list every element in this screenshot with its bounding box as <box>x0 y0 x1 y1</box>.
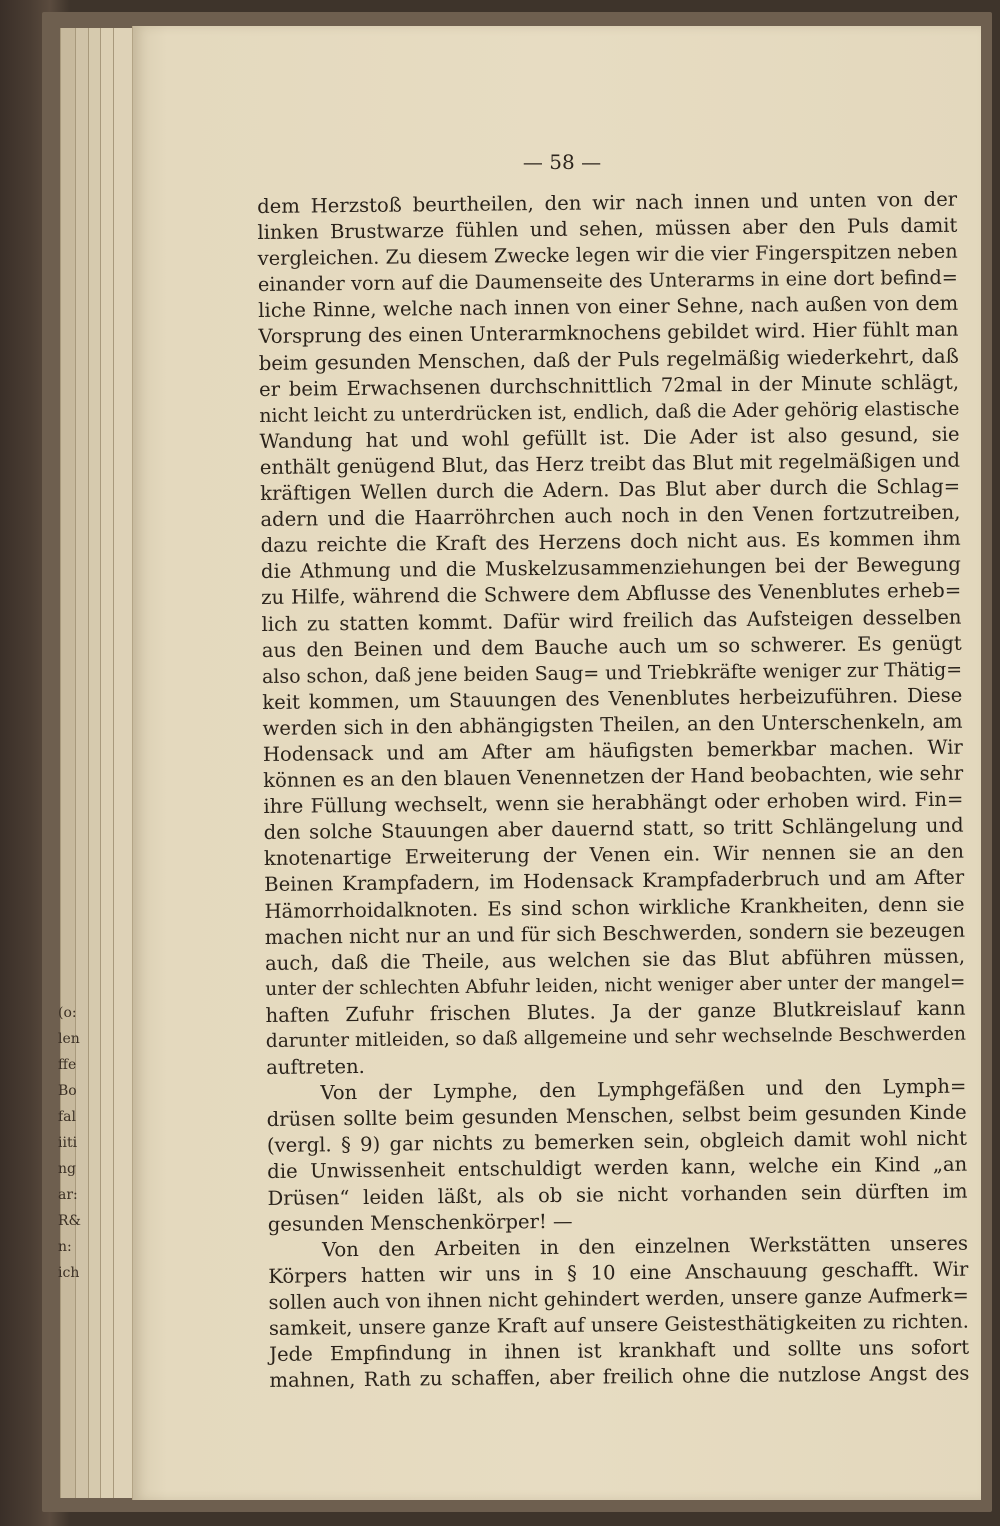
page-number: — 58 — <box>522 150 602 174</box>
text-line: mahnen, Rath zu schaffen, aber freilich ohne die nutzlose Angst des <box>269 1361 970 1393</box>
text-line: sollen auch von ihnen nicht gehindert werden, unsere ganze Aufmerk= <box>268 1283 969 1314</box>
text-line: machen nicht nur an und für sich Beschwerden, sondern sie bezeugen <box>264 918 966 949</box>
text-line: Hodensack und am After am häufigsten bemerkbar machen. Wir <box>262 735 963 766</box>
text-line: linken Brustwarze fühlen und sehen, müssen aber den Puls damit <box>257 213 958 245</box>
text-line: enthält genügend Blut, das Herz treibt das Blut mit regelmäßigen und <box>259 448 961 479</box>
text-line: kräftigen Wellen durch die Adern. Das Blut aber durch die Schlag= <box>260 474 961 506</box>
text-line: keit kommen, um Stauungen des Venenblutes herbeizuführen. Diese <box>262 683 963 714</box>
text-line: knotenartige Erweiterung der Venen ein. Wir nennen sie an den <box>263 839 965 871</box>
text-line: Körpers hatten wir uns in § 10 eine Anschauung geschafft. Wir <box>268 1257 969 1288</box>
text-line: auch, daß die Theile, aus welchen sie das Blut abführen müssen, <box>264 944 966 975</box>
text-line: die Unwissenheit entschuldigt werden kann, welche ein Kind „an <box>267 1153 968 1184</box>
text-line: Vorsprung des einen Unterarmknochens gebildet wird. Hier fühlt man <box>258 318 959 349</box>
text-line: (vergl. § 9) gar nichts zu bemerken sein, obgleich damit wohl nicht <box>266 1126 968 1158</box>
text-line: Von der Lymphe, den Lymphgefäßen und den Lymph= <box>320 1074 967 1105</box>
text-line: die Athmung und die Muskelzusammenziehungen bei der Bewegung <box>260 552 962 584</box>
fragment-text: ng <box>58 1161 76 1177</box>
fragment-text: n: <box>58 1239 72 1255</box>
text-line: zu Hilfe, während die Schwere dem Abflusse des Venenblutes erheb= <box>261 579 962 610</box>
text-line: Beinen Krampfadern, im Hodensack Krampfaderbruch und am After <box>264 866 965 897</box>
text-line: haften Zufuhr frischen Blutes. Ja der ganze Blutkreislauf kann <box>265 996 966 1027</box>
text-line: Hämorrhoidalknoten. Es sind schon wirkliche Krankheiten, denn sie <box>264 892 965 923</box>
text-line: dem Herzstoß beurtheilen, den wir nach innen und unten von der <box>257 187 958 218</box>
fragment-text: Bo <box>58 1083 77 1099</box>
text-line: aus den Beinen und dem Bauche auch um so schwerer. Es genügt <box>261 631 962 662</box>
text-line: Drüsen“ leiden läßt, als ob sie nicht vorhanden sein dürften im <box>267 1179 968 1210</box>
text-line: darunter mitleiden, so daß allgemeine und sehr wechselnde Beschwerden <box>265 1023 966 1052</box>
fragment-text: ffe <box>58 1057 77 1073</box>
fragment-text: ich <box>58 1265 80 1281</box>
text-line: gesunden Menschenkörper! — <box>267 1209 573 1236</box>
text-line: unter der schlechten Abfuhr leiden, nicht weniger aber unter der mangel= <box>265 971 966 1000</box>
text-line: auftreten. <box>266 1055 365 1080</box>
text-line: drüsen sollte beim gesunden Menschen, selbst beim gesunden Kinde <box>266 1100 967 1132</box>
fragment-text: (o: <box>58 1005 77 1021</box>
text-line: werden sich in den abhängigsten Theilen, an den Unterschenkeln, am <box>262 709 963 740</box>
fragment-text: iiti <box>58 1135 78 1151</box>
body-text <box>257 187 970 1395</box>
text-line: also schon, daß jene beiden Saug= und Triebkräfte weniger zur Thätig= <box>261 658 963 688</box>
text-line: nicht leicht zu unterdrücken ist, endlich, daß die Ader gehörig elastische <box>259 397 960 427</box>
text-line: Jede Empfindung in ihnen ist krankhaft und sollte uns sofort <box>269 1335 970 1367</box>
text-line: Wandung hat und wohl gefüllt ist. Die Ader ist also gesund, sie <box>259 422 960 453</box>
text-line: ihre Füllung wechselt, wenn sie herabhängt oder erhoben wird. Fin= <box>263 787 964 819</box>
text-line: lich zu statten kommt. Dafür wird freilich das Aufsteigen desselben <box>261 605 962 636</box>
text-line: er beim Erwachsenen durchschnittlich 72mal in der Minute schlägt, <box>258 370 960 401</box>
text-line: vergleichen. Zu diesem Zwecke legen wir die vier Fingerspitzen neben <box>257 239 958 271</box>
underlying-page-fragments <box>58 1000 88 1286</box>
text-line: Von den Arbeiten in den einzelnen Werkstätten unseres <box>321 1231 969 1262</box>
fragment-text: len <box>58 1031 80 1047</box>
text-line: dazu reichte die Kraft des Herzens doch nicht aus. Es kommen ihm <box>260 526 961 558</box>
fragment-text: ar: <box>58 1187 78 1203</box>
text-line: samkeit, unsere ganze Kraft auf unsere Geistesthätigkeiten zu richten. <box>268 1309 969 1340</box>
book-page <box>132 26 981 1500</box>
text-line: liche Rinne, welche nach innen von einer Sehne, nach außen von dem <box>258 292 959 323</box>
fragment-text: fal <box>58 1109 77 1125</box>
text-line: können es an den blauen Venennetzen der Hand beobachten, wie sehr <box>263 761 964 793</box>
text-line: beim gesunden Menschen, daß der Puls regelmäßig wiederkehrt, daß <box>258 344 959 375</box>
text-line: adern und die Haarröhrchen auch noch in den Venen fortzutreiben, <box>260 500 961 532</box>
fragment-text: R& <box>58 1213 82 1229</box>
text-line: den solche Stauungen aber dauernd statt, so tritt Schlängelung und <box>263 813 964 845</box>
text-line: einander vorn auf die Daumenseite des Unterarms in eine dort befind= <box>257 265 959 297</box>
